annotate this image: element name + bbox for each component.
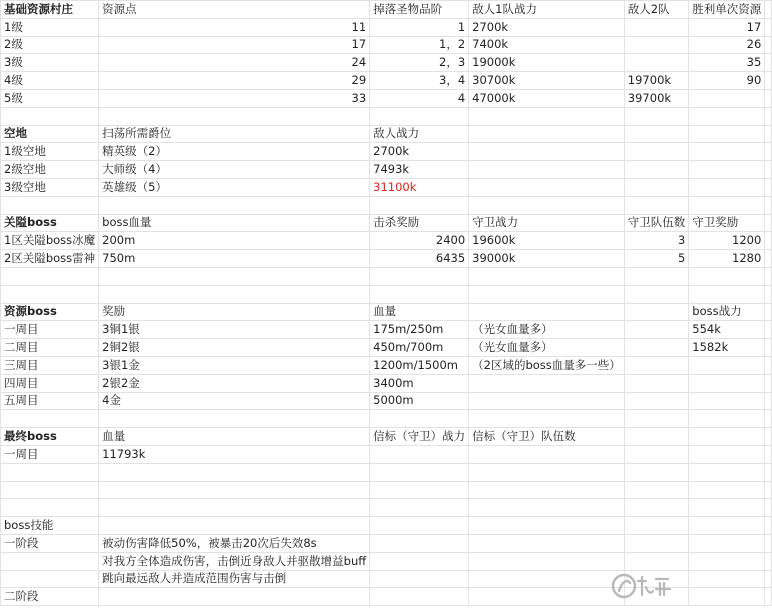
table-cell[interactable]: 空地 [1, 125, 99, 143]
table-cell[interactable]: 大师级（4） [99, 161, 370, 179]
table-cell[interactable] [469, 267, 625, 285]
table-cell[interactable] [765, 89, 772, 107]
table-cell[interactable] [624, 178, 689, 196]
table-cell[interactable] [689, 143, 765, 161]
table-cell[interactable] [469, 392, 625, 410]
table-cell[interactable]: 英雄级（5） [99, 178, 370, 196]
table-cell[interactable] [469, 463, 625, 481]
table-cell[interactable] [765, 54, 772, 72]
table-cell[interactable]: 1，2 [370, 36, 469, 54]
table-cell[interactable]: 精英级（2） [99, 143, 370, 161]
table-cell[interactable] [689, 161, 765, 179]
table-cell[interactable] [370, 107, 469, 125]
table-row [1, 588, 772, 606]
table-cell[interactable] [765, 321, 772, 339]
table-cell[interactable]: 掉落圣物品阶 [370, 1, 469, 19]
table-cell[interactable] [1, 481, 99, 499]
table-row [1, 534, 772, 552]
table-row [1, 392, 772, 410]
table-cell[interactable]: 基础资源村庄 [1, 1, 99, 19]
table-cell[interactable] [689, 588, 765, 606]
table-cell[interactable] [624, 339, 689, 357]
table-cell[interactable] [765, 125, 772, 143]
table-cell[interactable]: 33 [99, 89, 370, 107]
table-cell[interactable]: 7400k [469, 36, 625, 54]
table-cell[interactable]: 39000k [469, 250, 625, 268]
table-cell[interactable]: 3铜1银 [99, 321, 370, 339]
table-cell[interactable]: 2级空地 [1, 161, 99, 179]
table-cell[interactable]: 7493k [370, 161, 469, 179]
table-row [1, 321, 772, 339]
table-cell[interactable] [624, 410, 689, 428]
table-cell[interactable] [1, 107, 99, 125]
table-row [1, 161, 772, 179]
table-cell[interactable] [624, 481, 689, 499]
table-cell[interactable]: 1280 [689, 250, 765, 268]
table-cell[interactable]: 信标（守卫）战力 [370, 428, 469, 446]
table-cell[interactable] [765, 214, 772, 232]
table-cell[interactable] [624, 392, 689, 410]
table-cell[interactable] [469, 143, 625, 161]
table-cell[interactable] [624, 196, 689, 214]
table-cell[interactable]: 对我方全体造成伤害，击倒近身敌人并驱散增益buff [99, 552, 370, 570]
table-cell[interactable]: 2铜2银 [99, 339, 370, 357]
table-cell[interactable] [689, 107, 765, 125]
table-row [1, 570, 772, 588]
table-cell[interactable]: 554k [689, 321, 765, 339]
table-row [1, 481, 772, 499]
table-cell[interactable] [469, 570, 625, 588]
table-cell[interactable]: 3400m [370, 374, 469, 392]
table-cell[interactable] [624, 428, 689, 446]
table-cell[interactable] [765, 1, 772, 19]
table-cell[interactable]: 敌人战力 [370, 125, 469, 143]
table-row [1, 356, 772, 374]
table-cell[interactable]: 3银1金 [99, 356, 370, 374]
table-cell[interactable] [370, 499, 469, 517]
table-cell[interactable] [689, 356, 765, 374]
table-row [1, 463, 772, 481]
table-cell[interactable] [689, 428, 765, 446]
table-cell[interactable] [469, 196, 625, 214]
table-cell[interactable] [469, 107, 625, 125]
table-cell[interactable] [370, 445, 469, 463]
table-row [1, 214, 772, 232]
table-cell[interactable]: 24 [99, 54, 370, 72]
table-cell[interactable] [99, 588, 370, 606]
table-cell[interactable]: 175m/250m [370, 321, 469, 339]
table-cell[interactable]: 击杀奖励 [370, 214, 469, 232]
table-cell[interactable]: 四周目 [1, 374, 99, 392]
table-cell[interactable]: 三周目 [1, 356, 99, 374]
table-cell[interactable] [370, 517, 469, 535]
table-cell[interactable]: 2区关隘boss雷神 [1, 250, 99, 268]
table-cell[interactable]: 35 [689, 54, 765, 72]
table-cell[interactable] [1, 499, 99, 517]
table-row [1, 36, 772, 54]
table-cell[interactable] [765, 285, 772, 303]
table-cell[interactable] [624, 499, 689, 517]
table-cell[interactable]: 1582k [689, 339, 765, 357]
table-cell[interactable] [469, 588, 625, 606]
table-cell[interactable] [624, 517, 689, 535]
table-cell[interactable] [765, 196, 772, 214]
table-row [1, 517, 772, 535]
table-cell[interactable]: 奖励 [99, 303, 370, 321]
table-cell[interactable] [370, 570, 469, 588]
table-cell[interactable] [624, 107, 689, 125]
table-cell[interactable] [689, 285, 765, 303]
table-cell[interactable]: 被动伤害降低50%，被暴击20次后失效8s [99, 534, 370, 552]
table-cell[interactable] [624, 36, 689, 54]
table-row [1, 267, 772, 285]
table-row [1, 410, 772, 428]
table-row [1, 250, 772, 268]
table-cell[interactable]: 血量 [370, 303, 469, 321]
table-cell[interactable]: 信标（守卫）队伍数 [469, 428, 625, 446]
table-cell[interactable] [765, 499, 772, 517]
table-cell[interactable] [99, 267, 370, 285]
table-row [1, 339, 772, 357]
table-cell[interactable]: boss血量 [99, 214, 370, 232]
table-cell[interactable]: 19600k [469, 232, 625, 250]
table-cell[interactable] [99, 481, 370, 499]
table-cell[interactable]: 3级空地 [1, 178, 99, 196]
table-cell[interactable] [689, 196, 765, 214]
table-cell[interactable] [624, 374, 689, 392]
table-cell[interactable] [765, 303, 772, 321]
table-cell[interactable] [689, 125, 765, 143]
table-cell[interactable]: 5级 [1, 89, 99, 107]
table-cell[interactable] [370, 196, 469, 214]
table-row [1, 285, 772, 303]
table-cell[interactable] [99, 410, 370, 428]
table-row [1, 303, 772, 321]
table-cell[interactable] [765, 534, 772, 552]
table-cell[interactable] [469, 410, 625, 428]
table-cell[interactable] [765, 232, 772, 250]
table-cell[interactable] [99, 285, 370, 303]
table-cell[interactable] [624, 552, 689, 570]
table-cell[interactable] [689, 374, 765, 392]
table-cell[interactable] [624, 54, 689, 72]
table-cell[interactable]: 4级 [1, 72, 99, 90]
table-cell[interactable] [624, 463, 689, 481]
table-cell[interactable] [469, 178, 625, 196]
table-cell[interactable] [689, 570, 765, 588]
table-cell[interactable] [765, 161, 772, 179]
table-cell[interactable]: 1200m/1500m [370, 356, 469, 374]
table-cell[interactable]: 胜利单次资源 [689, 1, 765, 19]
table-row [1, 196, 772, 214]
table-cell[interactable] [1, 570, 99, 588]
table-cell[interactable] [469, 303, 625, 321]
table-cell[interactable] [689, 517, 765, 535]
table-row [1, 107, 772, 125]
table-cell[interactable]: boss技能 [1, 517, 99, 535]
table-cell[interactable]: 2700k [370, 143, 469, 161]
table-cell[interactable] [624, 285, 689, 303]
table-cell[interactable] [370, 410, 469, 428]
table-cell[interactable] [624, 267, 689, 285]
table-cell[interactable] [469, 445, 625, 463]
table-cell[interactable] [765, 107, 772, 125]
table-cell[interactable] [624, 143, 689, 161]
table-cell[interactable] [689, 267, 765, 285]
table-cell[interactable]: 39700k [624, 89, 689, 107]
table-cell[interactable] [370, 463, 469, 481]
table-cell[interactable] [624, 570, 689, 588]
table-cell[interactable]: 29 [99, 72, 370, 90]
table-cell[interactable]: 2700k [469, 18, 625, 36]
table-cell[interactable] [1, 410, 99, 428]
table-cell[interactable] [765, 570, 772, 588]
table-cell[interactable]: 血量 [99, 428, 370, 446]
table-cell[interactable] [689, 481, 765, 499]
table-cell[interactable]: 资源boss [1, 303, 99, 321]
table-cell[interactable]: （2区域的boss血量多一些） [469, 356, 625, 374]
table-row [1, 54, 772, 72]
table-cell[interactable]: 最终boss [1, 428, 99, 446]
table-cell[interactable] [624, 356, 689, 374]
table-cell[interactable] [765, 178, 772, 196]
table-cell[interactable] [370, 285, 469, 303]
table-cell[interactable] [469, 499, 625, 517]
table-cell[interactable] [370, 481, 469, 499]
table-cell[interactable] [765, 267, 772, 285]
table-cell[interactable]: 3级 [1, 54, 99, 72]
table-cell[interactable]: 2银2金 [99, 374, 370, 392]
table-cell[interactable] [469, 552, 625, 570]
table-cell[interactable] [469, 125, 625, 143]
table-cell[interactable]: 30700k [469, 72, 625, 90]
table-cell[interactable]: 1级空地 [1, 143, 99, 161]
table-cell[interactable] [689, 178, 765, 196]
table-cell[interactable]: 17 [99, 36, 370, 54]
table-cell[interactable]: 90 [689, 72, 765, 90]
table-cell[interactable]: 11 [99, 18, 370, 36]
table-row [1, 89, 772, 107]
table-cell[interactable]: 450m/700m [370, 339, 469, 357]
table-cell[interactable] [765, 445, 772, 463]
table-cell[interactable] [689, 463, 765, 481]
table-cell[interactable] [765, 356, 772, 374]
table-cell[interactable]: 2，3 [370, 54, 469, 72]
table-cell[interactable] [1, 285, 99, 303]
table-row [1, 72, 772, 90]
table-cell[interactable] [370, 552, 469, 570]
table-cell[interactable] [1, 196, 99, 214]
table-cell[interactable]: 750m [99, 250, 370, 268]
table-cell[interactable]: 敌人1队战力 [469, 1, 625, 19]
table-cell[interactable] [765, 36, 772, 54]
table-cell[interactable] [624, 321, 689, 339]
table-cell[interactable] [765, 428, 772, 446]
table-cell[interactable]: 二阶段 [1, 588, 99, 606]
table-cell[interactable] [765, 18, 772, 36]
table-cell[interactable]: 一周目 [1, 321, 99, 339]
table-cell[interactable] [99, 107, 370, 125]
table-cell[interactable] [624, 18, 689, 36]
table-cell[interactable]: 敌人2队 [624, 1, 689, 19]
table-cell[interactable] [469, 534, 625, 552]
table-cell[interactable]: 资源点 [99, 1, 370, 19]
table-cell[interactable]: 4 [370, 89, 469, 107]
table-cell[interactable]: 19000k [469, 54, 625, 72]
table-cell[interactable] [689, 410, 765, 428]
table-cell[interactable]: 3 [624, 232, 689, 250]
table-cell[interactable] [689, 392, 765, 410]
table-cell[interactable] [689, 445, 765, 463]
table-row [1, 18, 772, 36]
table-cell[interactable] [765, 588, 772, 606]
table-cell[interactable] [765, 392, 772, 410]
table-row [1, 374, 772, 392]
table-cell[interactable]: 47000k [469, 89, 625, 107]
table-cell[interactable]: 一周目 [1, 445, 99, 463]
table-cell[interactable] [689, 552, 765, 570]
table-cell[interactable] [624, 534, 689, 552]
table-cell[interactable]: 1 [370, 18, 469, 36]
table-cell[interactable] [624, 445, 689, 463]
table-cell[interactable]: 二周目 [1, 339, 99, 357]
table-cell[interactable] [469, 285, 625, 303]
table-cell[interactable] [370, 534, 469, 552]
table-cell[interactable] [469, 481, 625, 499]
table-cell[interactable]: 17 [689, 18, 765, 36]
table-row [1, 428, 772, 446]
table-cell[interactable] [1, 552, 99, 570]
table-cell[interactable] [765, 72, 772, 90]
table-cell[interactable]: 26 [689, 36, 765, 54]
table-cell[interactable] [689, 534, 765, 552]
table-row [1, 445, 772, 463]
table-row [1, 125, 772, 143]
table-cell[interactable]: 2400 [370, 232, 469, 250]
table-cell[interactable]: 一阶段 [1, 534, 99, 552]
table-cell[interactable]: 11793k [99, 445, 370, 463]
table-cell[interactable] [765, 339, 772, 357]
table-cell[interactable]: 31100k [370, 178, 469, 196]
table-cell[interactable]: 19700k [624, 72, 689, 90]
table-cell[interactable] [765, 517, 772, 535]
table-cell[interactable] [765, 463, 772, 481]
table-row [1, 178, 772, 196]
table-row [1, 1, 772, 19]
table-cell[interactable] [689, 499, 765, 517]
table-cell[interactable] [469, 517, 625, 535]
table-cell[interactable]: boss战力 [689, 303, 765, 321]
table-cell[interactable]: 守卫奖励 [689, 214, 765, 232]
table-cell[interactable]: 守卫队伍数 [624, 214, 689, 232]
table-cell[interactable] [99, 499, 370, 517]
table-cell[interactable]: 5000m [370, 392, 469, 410]
table-cell[interactable]: 守卫战力 [469, 214, 625, 232]
table-cell[interactable] [624, 303, 689, 321]
table-cell[interactable] [469, 161, 625, 179]
table-cell[interactable]: （光女血量多） [469, 321, 625, 339]
table-row [1, 552, 772, 570]
table-cell[interactable] [765, 250, 772, 268]
table-cell[interactable]: 跳向最远敌人并造成范围伤害与击倒 [99, 570, 370, 588]
table-cell[interactable] [765, 481, 772, 499]
table-cell[interactable]: 3，4 [370, 72, 469, 90]
table-row [1, 232, 772, 250]
table-cell[interactable]: 5 [624, 250, 689, 268]
table-cell[interactable] [99, 463, 370, 481]
table-cell[interactable] [765, 143, 772, 161]
table-cell[interactable] [624, 588, 689, 606]
table-cell[interactable] [624, 161, 689, 179]
table-cell[interactable]: 1级 [1, 18, 99, 36]
table-cell[interactable]: 1区关隘boss冰魔 [1, 232, 99, 250]
table-row [1, 499, 772, 517]
table-cell[interactable]: 五周目 [1, 392, 99, 410]
table-cell[interactable] [689, 89, 765, 107]
table-cell[interactable] [1, 267, 99, 285]
table-row [1, 143, 772, 161]
table-cell[interactable]: 2级 [1, 36, 99, 54]
table-cell[interactable]: 200m [99, 232, 370, 250]
table-cell[interactable]: 关隘boss [1, 214, 99, 232]
table-cell[interactable]: 4金 [99, 392, 370, 410]
table-cell[interactable]: 6435 [370, 250, 469, 268]
table-cell[interactable] [765, 552, 772, 570]
table-cell[interactable]: 1200 [689, 232, 765, 250]
table-cell[interactable]: 扫荡所需爵位 [99, 125, 370, 143]
table-cell[interactable] [1, 463, 99, 481]
table-cell[interactable] [624, 125, 689, 143]
table-cell[interactable] [765, 374, 772, 392]
table-cell[interactable] [765, 410, 772, 428]
table-cell[interactable] [469, 374, 625, 392]
table-cell[interactable] [370, 588, 469, 606]
table-cell[interactable] [99, 517, 370, 535]
table-cell[interactable] [99, 196, 370, 214]
table-cell[interactable]: （光女血量多） [469, 339, 625, 357]
table-cell[interactable] [370, 267, 469, 285]
